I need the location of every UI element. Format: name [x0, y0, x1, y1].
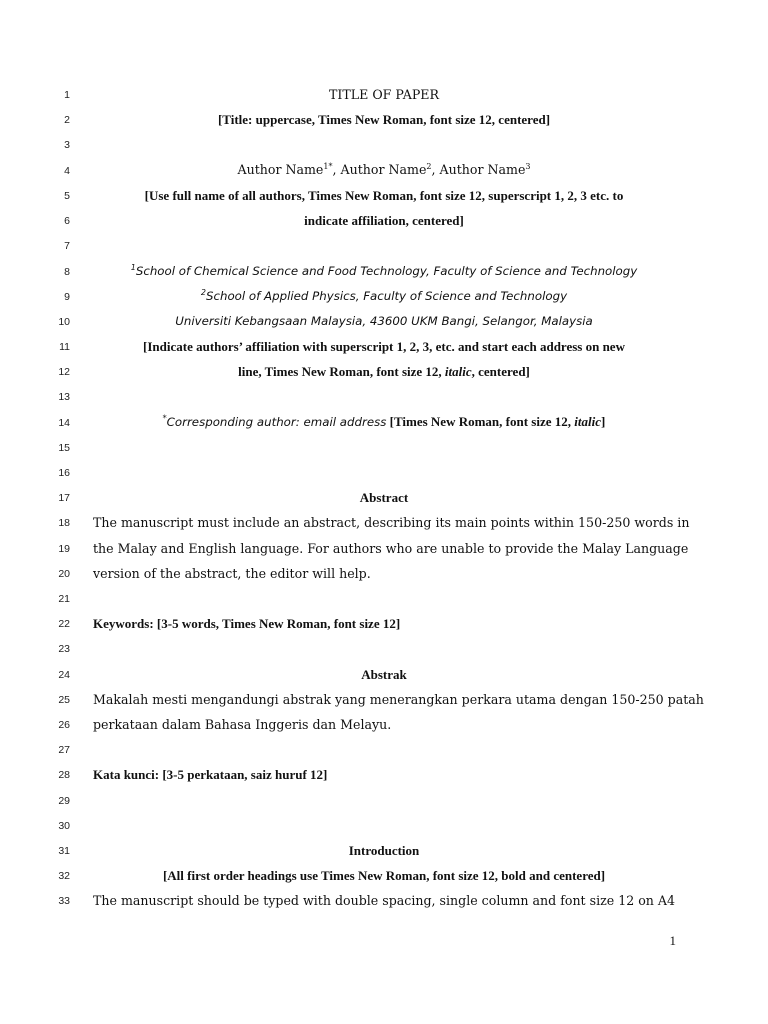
introduction-line-1: The manuscript should be typed with double spacing, single column and font size 12 on A4: [93, 893, 676, 908]
corresponding-instruction: [Times New Roman, font size 12,: [386, 414, 575, 429]
affiliation-1-text: School of Chemical Science and Food Technology, Faculty of Science and Technology: [135, 264, 638, 278]
line-number: 20: [58, 568, 70, 580]
page-number: 1: [669, 933, 676, 948]
corresponding-instruction: ]: [600, 414, 606, 429]
line-number: 2: [64, 114, 70, 126]
author-name-1: Author Name: [237, 162, 324, 177]
author-instruction-line-2: indicate affiliation, centered]: [304, 213, 464, 228]
author-separator: ,: [332, 162, 341, 177]
line-number: 26: [58, 719, 70, 731]
line-number: 5: [64, 190, 70, 202]
affiliation-instruction-text: line, Times New Roman, font size 12,: [238, 364, 445, 379]
author-separator: ,: [431, 162, 440, 177]
affiliation-2-text: School of Applied Physics, Faculty of Science and Technology: [206, 289, 568, 303]
line-number: 16: [58, 467, 70, 479]
affiliation-instruction-italic: italic: [444, 364, 472, 379]
abstract-line-3: version of the abstract, the editor will help.: [93, 566, 371, 581]
line-number: 19: [58, 543, 70, 555]
line-number: 7: [64, 240, 70, 252]
author-3-superscript: 3: [525, 162, 531, 171]
line-number: 8: [64, 266, 70, 278]
line-number: 6: [64, 215, 70, 227]
abstract-line-2: the Malay and English language. For authors who are unable to provide the Malay Language: [93, 541, 689, 556]
author-instruction-line-1: [Use full name of all authors, Times New Roman, font size 12, superscript 1, 2, 3 etc. to: [144, 188, 624, 203]
line-number: 1: [64, 89, 70, 101]
line-number: 12: [58, 366, 70, 378]
line-number: 9: [64, 291, 70, 303]
author-line: [93, 160, 675, 180]
affiliation-instruction-text: , centered]: [471, 364, 530, 379]
corresponding-superscript: *: [162, 414, 167, 423]
introduction-heading: Introduction: [348, 843, 420, 858]
line-number: 30: [58, 820, 70, 832]
line-number: 18: [58, 517, 70, 529]
line-number: 28: [58, 769, 70, 781]
line-number: 27: [58, 744, 70, 756]
line-number: 24: [58, 669, 70, 681]
line-number: 33: [58, 895, 70, 907]
affiliation-2: [93, 286, 675, 306]
title-instruction: [Title: uppercase, Times New Roman, font size 12, centered]: [217, 112, 551, 127]
line-number: 11: [59, 341, 70, 353]
keywords-line: [93, 614, 675, 634]
author-name-2: Author Name: [340, 162, 427, 177]
affiliation-instruction-line-2: [93, 362, 675, 382]
line-number: 4: [64, 165, 70, 177]
line-number: 29: [58, 795, 70, 807]
affiliation-2-superscript: 2: [200, 288, 207, 297]
corresponding-author: [93, 412, 675, 432]
keywords-text: : [3-5 words, Times New Roman, font size 12]: [149, 616, 401, 631]
line-number: 25: [58, 694, 70, 706]
line-number: 22: [58, 618, 70, 630]
line-number: 17: [58, 492, 70, 504]
abstract-line-1: The manuscript must include an abstract, describing its main points within 150-250 words in: [93, 515, 690, 530]
paper-title: TITLE OF PAPER: [329, 87, 439, 102]
line-number: 3: [64, 139, 70, 151]
author-2-superscript: 2: [426, 162, 432, 171]
affiliation-1: [93, 261, 675, 281]
abstrak-line-2: perkataan dalam Bahasa Inggeris dan Melayu.: [93, 717, 392, 732]
introduction-instruction: [All first order headings use Times New Roman, font size 12, bold and centered]: [162, 868, 606, 883]
line-number: 31: [58, 845, 70, 857]
line-number: 21: [58, 593, 70, 605]
line-number: 32: [58, 870, 70, 882]
abstrak-line-1: Makalah mesti mengandungi abstrak yang menerangkan perkara utama dengan 150-250 patah: [93, 692, 704, 707]
abstract-heading: Abstract: [359, 490, 409, 505]
affiliation-instruction-line-1: [Indicate authors’ affiliation with superscript 1, 2, 3, etc. and start each address on new: [143, 339, 625, 354]
line-number: 15: [58, 442, 70, 454]
affiliation-1-superscript: 1: [130, 263, 136, 272]
affiliation-3: Universiti Kebangsaan Malaysia, 43600 UKM Bangi, Selangor, Malaysia: [175, 314, 593, 328]
corresponding-instruction-italic: italic: [574, 414, 601, 429]
line-number: 23: [58, 643, 70, 655]
author-1-superscript: 1*: [323, 162, 333, 171]
corresponding-author-text: Corresponding author: email address: [166, 415, 387, 429]
abstrak-heading: Abstrak: [361, 667, 407, 682]
line-number: 13: [58, 391, 70, 403]
line-number: 10: [58, 316, 70, 328]
line-number: 14: [58, 417, 70, 429]
author-name-3: Author Name: [439, 162, 526, 177]
keywords-label: Keywords: [93, 616, 150, 631]
kata-kunci-line: Kata kunci: [3-5 perkataan, saiz huruf 12]: [93, 767, 328, 782]
